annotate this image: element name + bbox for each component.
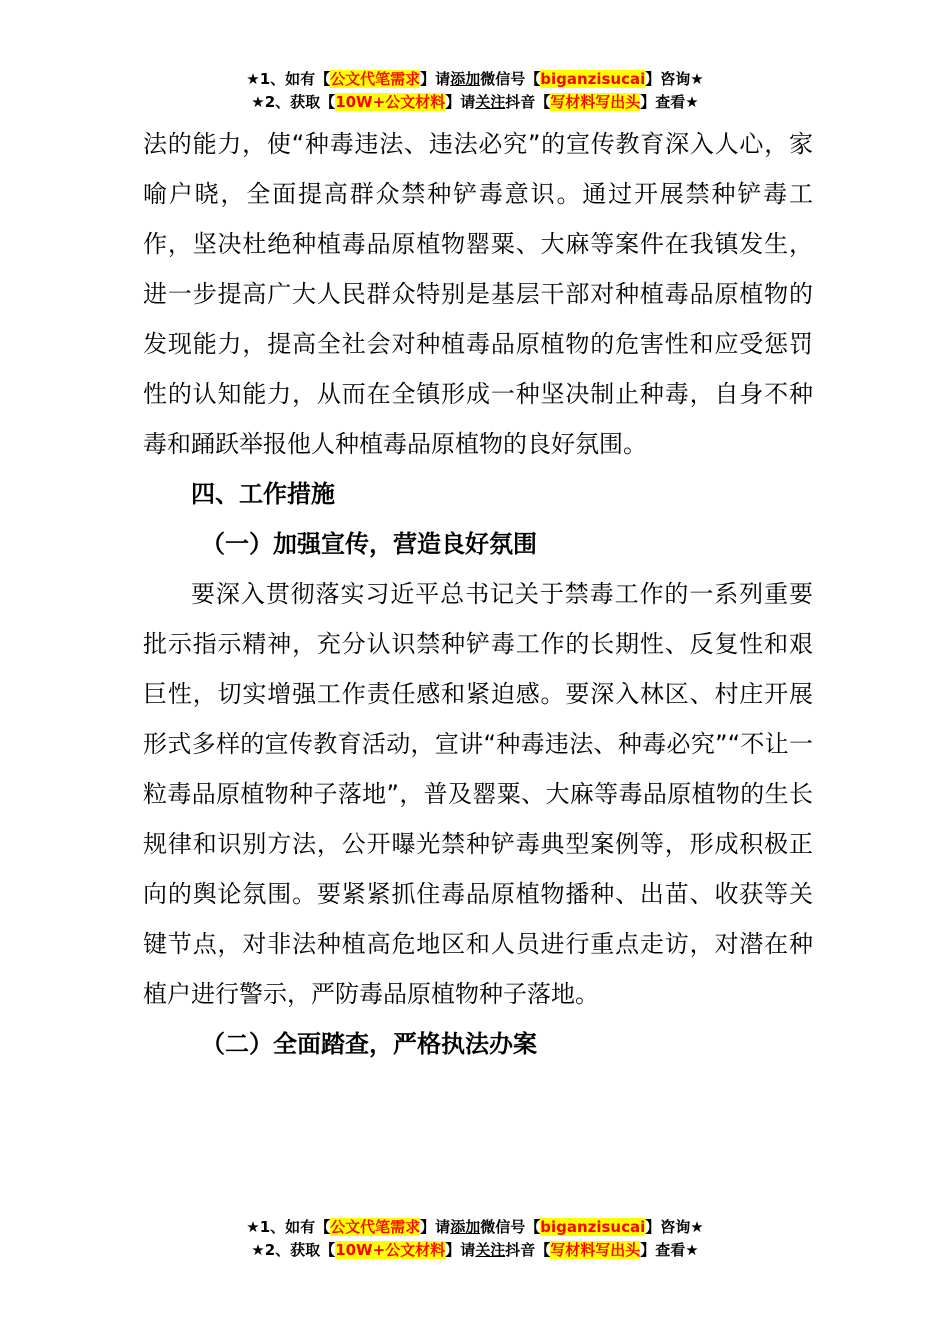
highlight-douyin: 写材料写出头	[550, 1241, 641, 1259]
subheading-publicity: （一）加强宣传，营造良好氛围	[201, 530, 537, 558]
paragraph-publicity: 要深入贯彻落实习近平总书记关于禁毒工作的一系列重要批示指示精神，充分认识禁种铲毒工作的长期性、反复性和艰巨性，切实增强工作责任感和紧迫感。要深入林区、村庄开展形式多样的宣传教育活动，宣讲“种毒违法、种毒必究”“不让一粒毒品原植物种子落地”，普及罂粟、大麻等毒品原植物的生长规律和识别方法，公开曝光禁种铲毒典型案例等，形成积极正向的舆论氛围。要紧紧抓住毒品原植物播种、出苗、收获等关键节点，对非法种植高危地区和人员进行重点走访，对潜在种植户进行警示，严防毒品原植物种子落地。	[143, 580, 813, 1008]
highlight-service: 公文代笔需求	[330, 70, 421, 88]
highlight-materials: 10W+公文材料	[335, 1241, 446, 1259]
paragraph-goal: 法的能力，使“种毒违法、违法必究”的宣传教育深入人心，家喻户晓，全面提高群众禁种铲毒意识。通过开展禁种铲毒工作，坚决杜绝种植毒品原植物罂粟、大麻等案件在我镇发生，进一步提高广大人民群众特别是基层干部对种植毒品原植物的发现能力，提高全社会对种植毒品原植物的危害性和应受惩罚性的认知能力，从而在全镇形成一种坚决制止种毒，自身不种毒和踊跃举报他人种植毒品原植物的良好氛围。	[143, 130, 813, 458]
header-banner	[0, 68, 950, 114]
section-heading-measures: 四、工作措施	[191, 480, 335, 508]
footer-line-2: ★2、获取【10W+公文材料】请关注抖音【写材料写出头】查看★	[251, 1241, 699, 1259]
highlight-wechat-id: biganzisucai	[540, 1218, 646, 1236]
highlight-service: 公文代笔需求	[330, 1218, 421, 1236]
banner-line-1: ★1、如有【公文代笔需求】请添加微信号【biganzisucai】咨询★	[246, 70, 704, 88]
banner-line-2: ★2、获取【10W+公文材料】请关注抖音【写材料写出头】查看★	[251, 93, 699, 111]
footer-line-1: ★1、如有【公文代笔需求】请添加微信号【biganzisucai】咨询★	[246, 1218, 704, 1236]
subheading-inspection: （二）全面踏查，严格执法办案	[201, 1030, 537, 1058]
document-body	[143, 119, 813, 1069]
highlight-douyin: 写材料写出头	[550, 93, 641, 111]
highlight-materials: 10W+公文材料	[335, 93, 446, 111]
footer-banner	[0, 1216, 950, 1262]
highlight-wechat-id: biganzisucai	[540, 70, 646, 88]
